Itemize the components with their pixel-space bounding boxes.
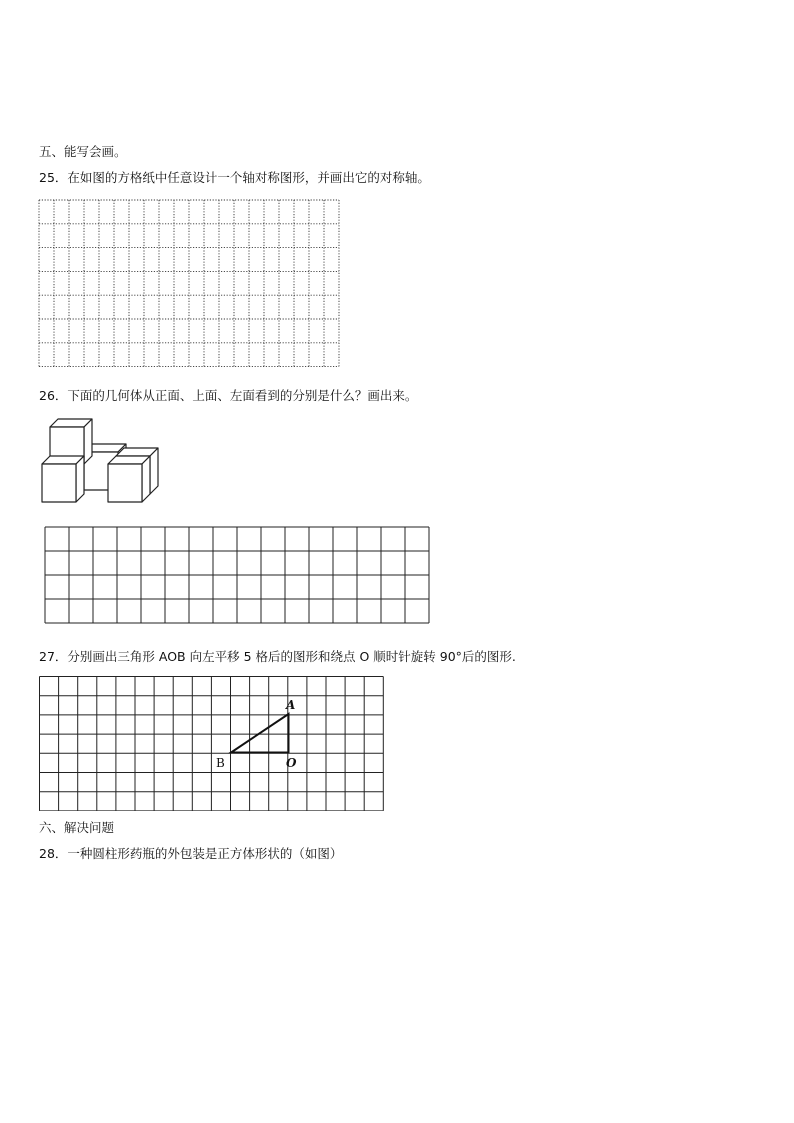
q27-grid-with-triangle: [38, 675, 384, 811]
question-26-text: 26．下面的几何体从正面、上面、左面看到的分别是什么？画出来。: [39, 388, 418, 403]
cube-figure: [38, 412, 166, 506]
section-6-heading: 六、解决问题: [39, 820, 115, 835]
question-28-text: 28．一种圆柱形药瓶的外包装是正方体形状的（如图）: [39, 846, 343, 861]
q26-answer-grid: [44, 526, 432, 626]
question-25-text: 25．在如图的方格纸中任意设计一个轴对称图形，并画出它的对称轴。: [39, 170, 430, 185]
point-a-label: A: [286, 698, 296, 712]
triangle-aob: [231, 714, 289, 753]
section-5-heading: 五、能写会画。: [39, 144, 127, 159]
q25-dotted-grid: [38, 199, 340, 369]
question-27-text: 27．分别画出三角形 AOB 向左平移 5 格后的图形和绕点 O 顺时针旋转 90°后的图形.: [39, 649, 516, 664]
point-b-label: B: [216, 756, 225, 770]
point-o-label: O: [286, 756, 297, 770]
